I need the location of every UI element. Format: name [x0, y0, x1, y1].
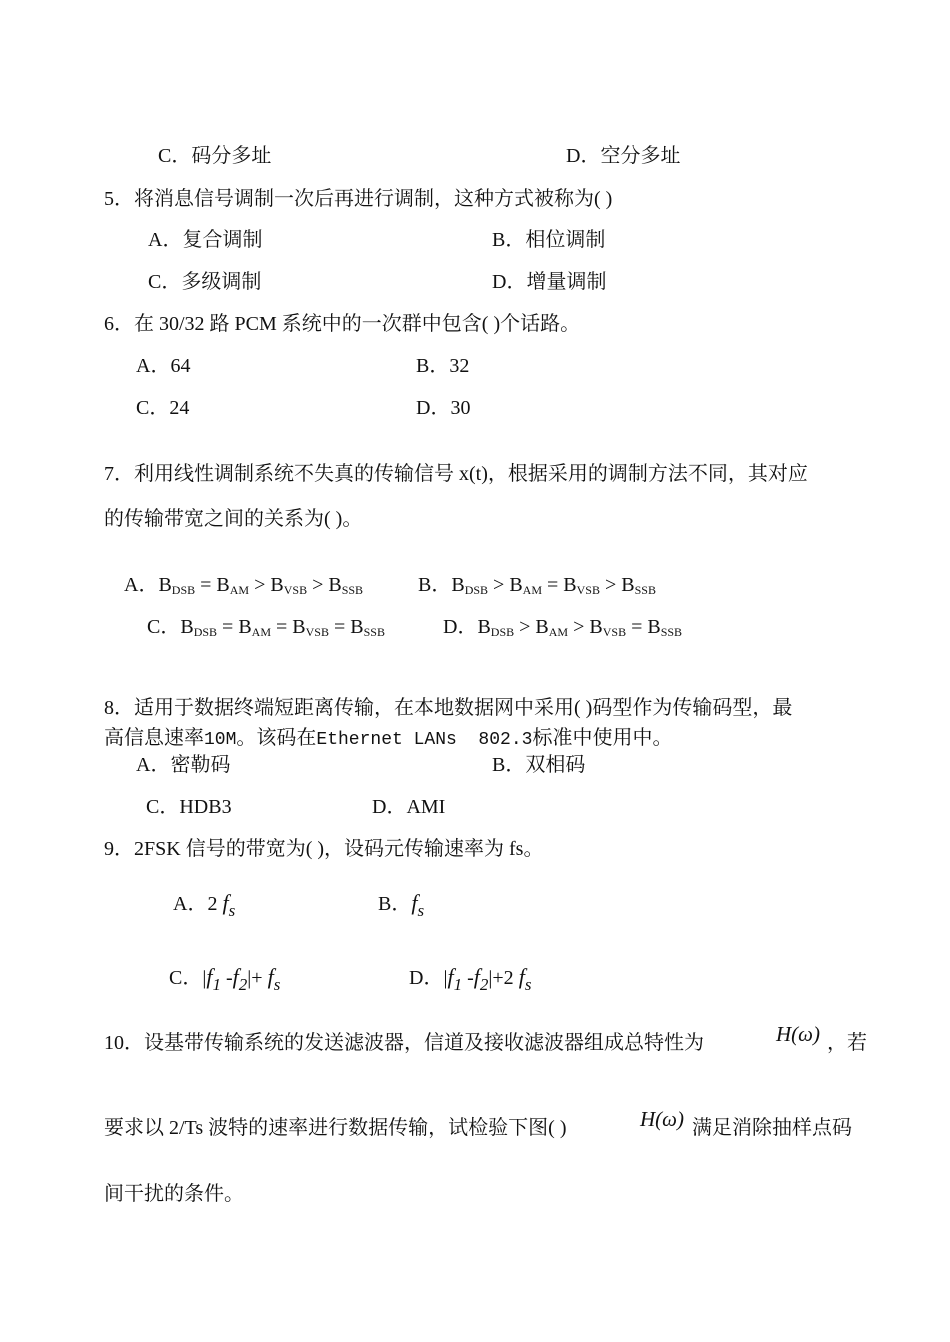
q6-option-a: A．64	[136, 355, 191, 377]
q10-line1-end: ，若	[827, 1032, 867, 1054]
q8-option-b: B．双相码	[492, 754, 586, 776]
q9-option-c: C．$|f_1$ $-f_2|+ f_s$	[169, 964, 281, 994]
q8-option-d: D．AMI	[372, 796, 446, 818]
q5-option-d: D．增量调制	[492, 271, 607, 293]
q10-line2: 要求以 2/Ts 波特的速率进行数据传输，试检验下图( )	[104, 1117, 567, 1139]
q6-stem: 6．在 30/32 路 PCM 系统中的一次群中包含( )个话路。	[104, 313, 581, 335]
q10-h-omega-2: H(ω)	[640, 1107, 684, 1131]
q9-option-d: D．$|f_1$ $-f_2|+2$ $f_s$	[409, 964, 532, 994]
q8-stem-line1: 8．适用于数据终端短距离传输，在本地数据网中采用( )码型作为传输码型，最	[104, 697, 793, 719]
q7-stem-line1: 7．利用线性调制系统不失真的传输信号 x(t)，根据采用的调制方法不同，其对应	[104, 463, 808, 485]
q7-option-b: B．$B_{DSB} > B_{AM} = B_{VSB} > B_{SSB}$	[418, 574, 656, 597]
q7-stem-line2: 的传输带宽之间的关系为( )。	[104, 508, 363, 530]
q8-stem-line2: 高信息速率10M。该码在Ethernet LANs 802.3标准中使用中。	[104, 727, 673, 750]
q5-option-a: A．复合调制	[148, 229, 263, 251]
q10-line2-end: 满足消除抽样点码	[692, 1117, 852, 1139]
q7-option-d: D．$B_{DSB} > B_{AM} > B_{VSB} = B_{SSB}$	[443, 616, 683, 639]
q9-stem: 9．2FSK 信号的带宽为( )，设码元传输速率为 fs。	[104, 838, 544, 860]
q7-option-a: A．$B_{DSB} = B_{AM} > B_{VSB} > B_{SSB}$	[124, 574, 364, 597]
q6-option-c: C．24	[136, 397, 190, 419]
q8-option-a: A．密勒码	[136, 754, 231, 776]
q8-option-c: C．HDB3	[146, 796, 232, 818]
q6-option-b: B．32	[416, 355, 470, 377]
q7-option-c: C．$B_{DSB} = B_{AM} = B_{VSB} = B_{SSB}$	[147, 616, 385, 639]
q5-option-b: B．相位调制	[492, 229, 606, 251]
q10-line1: 10．设基带传输系统的发送滤波器，信道及接收滤波器组成总特性为	[104, 1032, 704, 1054]
q4-option-c: C．码分多址	[158, 145, 272, 167]
q5-stem: 5．将消息信号调制一次后再进行调制，这种方式被称为( )	[104, 188, 613, 210]
q9-option-b: B．$f_s$	[378, 890, 425, 920]
q5-option-c: C．多级调制	[148, 271, 262, 293]
q4-option-d: D．空分多址	[566, 145, 681, 167]
q10-line3: 间干扰的条件。	[104, 1183, 244, 1205]
q10-h-omega-1: H(ω)	[776, 1022, 820, 1046]
q9-option-a: A．2 $f_s$	[173, 890, 236, 920]
q6-option-d: D．30	[416, 397, 471, 419]
